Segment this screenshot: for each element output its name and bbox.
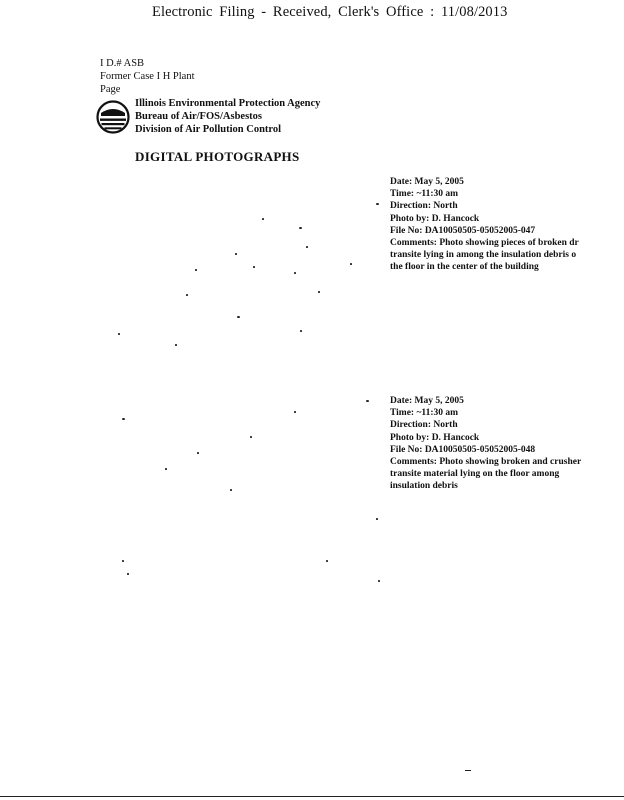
photo-comments-line: transite material lying on the floor among [390, 469, 560, 480]
photo-comments-line: the floor in the center of the building [390, 262, 539, 273]
scan-speck [294, 411, 296, 413]
scan-speck [294, 272, 296, 274]
agency-name: Illinois Environmental Protection Agency [135, 98, 321, 109]
scan-speck [230, 489, 232, 491]
photo-time: Time: ~11:30 am [390, 408, 459, 419]
scan-speck [127, 573, 129, 575]
scan-speck [318, 291, 320, 293]
photo-comments-line: insulation debris [390, 481, 458, 492]
photo-photographer: Photo by: D. Hancock [390, 432, 480, 443]
photo-file-number: File No: DA10050505-05052005-048 [390, 444, 536, 455]
photo-caption-block [390, 395, 624, 493]
photo-date: Date: May 5, 2005 [390, 177, 464, 187]
scan-speck [235, 253, 237, 255]
scan-speck [366, 400, 369, 402]
photo-time: Time: ~11:30 am [390, 189, 459, 200]
photo-comments-line: Comments: Photo showing pieces of broken dr [390, 238, 579, 249]
scan-speck [165, 468, 167, 470]
photo-direction: Direction: North [390, 420, 458, 431]
agency-division: Division of Air Pollution Control [135, 124, 282, 135]
scan-speck [122, 560, 124, 562]
section-title: DIGITAL PHOTOGRAPHS [135, 149, 300, 164]
site-name-line: Former Case I H Plant [100, 71, 195, 82]
scan-speck [376, 203, 379, 205]
photo-comments-line: Comments: Photo showing broken and crusher [390, 457, 582, 468]
photo-direction: Direction: North [390, 201, 458, 212]
scan-speck [186, 294, 188, 296]
scan-speck [326, 560, 328, 562]
scan-speck [237, 316, 240, 318]
scan-speck [262, 218, 264, 220]
scan-speck [253, 266, 255, 268]
page-bottom-rule [0, 796, 624, 797]
scan-speck [306, 246, 308, 248]
photo-photographer: Photo by: D. Hancock [390, 213, 480, 224]
photo-comments-line: transite lying in among the insulation debris o [390, 250, 577, 261]
scan-speck [376, 518, 378, 520]
filing-banner: Electronic Filing - Received, Clerk's Office : 11/08/2013 [152, 4, 508, 20]
illinois-epa-logo-icon [96, 100, 130, 134]
photo-file-number: File No: DA10050505-05052005-047 [390, 225, 536, 236]
scan-speck [197, 452, 199, 454]
scan-speck [378, 580, 380, 582]
photo-date: Date: May 5, 2005 [390, 396, 464, 406]
scan-speck [122, 418, 125, 420]
page-number-line: Page [100, 84, 121, 95]
document-id-line: I D.# ASB [100, 58, 145, 69]
footer-mark [465, 770, 471, 771]
scan-speck [195, 269, 197, 271]
scan-speck [300, 330, 302, 332]
scan-speck [350, 263, 352, 265]
scan-speck [175, 344, 177, 346]
photo-caption-block [390, 176, 624, 274]
agency-bureau: Bureau of Air/FOS/Asbestos [135, 111, 262, 122]
scan-speck [299, 227, 302, 229]
scan-speck [250, 436, 252, 438]
scan-speck [118, 333, 120, 335]
